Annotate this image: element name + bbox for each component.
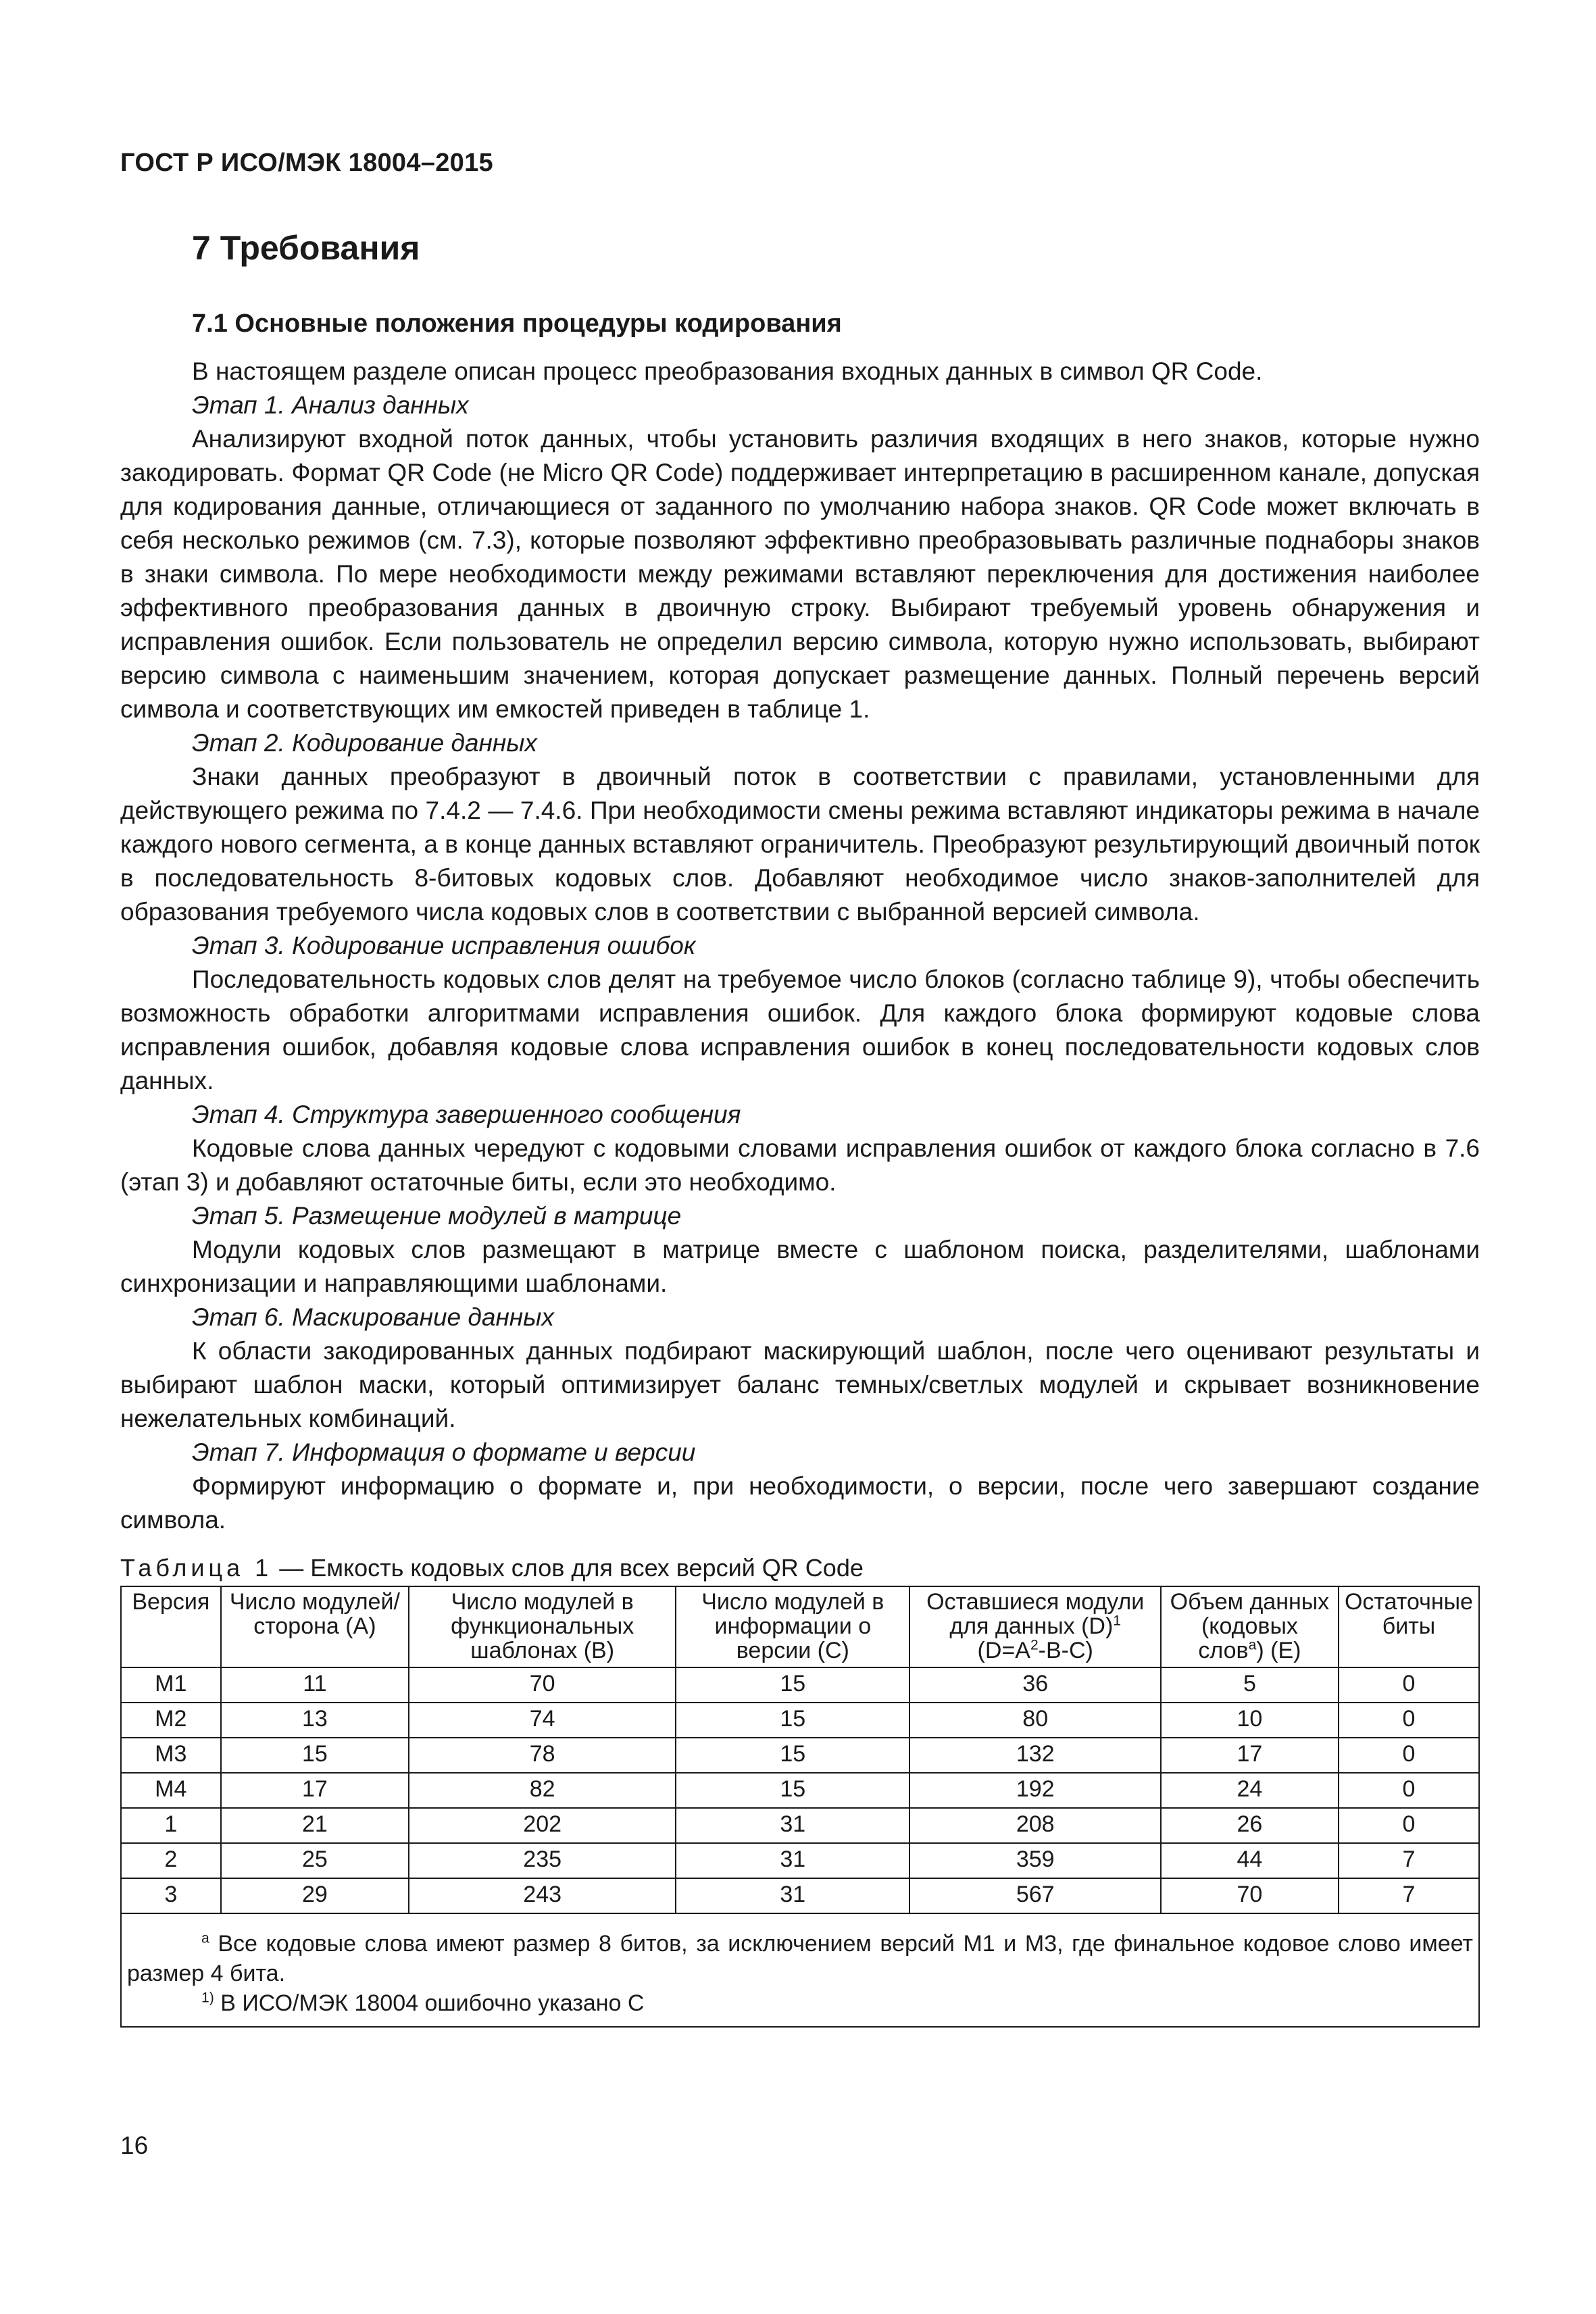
subsection-title: 7.1 Основные положения процедуры кодирования [192,309,842,338]
paragraph: Последовательность кодовых слов делят на требуемое число блоков (согласно таблице 9), чтобы обеспечить возможность обработки алгоритмами исправления ошибок. Для каждого блока формируют кодовые слова исправления ошибок, добавляя кодовые слова исправления ошибок в конец последовательности кодовых слов данных. [120,965,1480,1095]
stage-heading: Этап 6. Маскирование данных [192,1303,554,1331]
cell-remaining-data-modules: 132 [909,1738,1160,1773]
header-version-info-modules: Число модулей в информации о версии (C) [676,1586,909,1667]
cell-remaining-data-modules: 36 [909,1667,1160,1703]
header-remainder-bits: Остаточные биты [1339,1586,1479,1667]
document-header: ГОСТ Р ИСО/МЭК 18004–2015 [120,149,493,177]
cell-remaining-data-modules: 567 [909,1878,1160,1913]
cell-data-codewords: 70 [1161,1878,1339,1913]
cell-data-codewords: 5 [1161,1667,1339,1703]
cell-data-codewords: 10 [1161,1703,1339,1738]
cell-data-codewords: 44 [1161,1843,1339,1878]
cell-version: M4 [121,1773,221,1808]
page-content [120,230,1480,2028]
table-caption-label: Таблица 1 [120,1553,273,1582]
cell-function-pattern-modules: 82 [409,1773,676,1808]
cell-data-codewords: 17 [1161,1738,1339,1773]
cell-version-info-modules: 31 [676,1878,909,1913]
stage-heading: Этап 7. Информация о формате и версии [192,1438,696,1466]
cell-remainder-bits: 0 [1339,1703,1479,1738]
table-caption [120,1553,1480,1583]
cell-modules-per-side: 17 [221,1773,409,1808]
cell-remainder-bits: 0 [1339,1667,1479,1703]
table-caption-text: — Емкость кодовых слов для всех версий QR Code [272,1553,864,1582]
header-function-pattern-modules: Число модулей в функциональных шаблонах (B) [409,1586,676,1667]
cell-modules-per-side: 29 [221,1878,409,1913]
paragraph: Модули кодовых слов размещают в матрице вместе с шаблоном поиска, разделителями, шаблонами синхронизации и направляющими шаблонами. [120,1235,1480,1297]
section-title: 7 Требования [192,229,420,267]
header-data-codewords: Объем данных (кодовых слов$^a$) (E) [1161,1586,1339,1667]
cell-remaining-data-modules: 359 [909,1843,1160,1878]
capacity-table [120,1586,1480,2028]
paragraph: К области закодированных данных подбирают маскирующий шаблон, после чего оценивают результаты и выбирают шаблон маски, который оптимизирует баланс темных/светлых модулей и скрывает возникновение нежелательных комбинаций. [120,1336,1480,1432]
body-text [120,355,1480,1537]
cell-version: M1 [121,1667,221,1703]
cell-modules-per-side: 21 [221,1808,409,1843]
table-row [121,1703,1479,1738]
cell-version: 3 [121,1878,221,1913]
cell-remaining-data-modules: 80 [909,1703,1160,1738]
table-row [121,1738,1479,1773]
cell-function-pattern-modules: 235 [409,1843,676,1878]
cell-remainder-bits: 0 [1339,1738,1479,1773]
cell-version: 2 [121,1843,221,1878]
stage-heading: Этап 2. Кодирование данных [192,728,537,757]
table-body [121,1667,1479,1913]
paragraph: В настоящем разделе описан процесс преобразования входных данных в символ QR Code. [192,357,1263,385]
cell-remainder-bits: 0 [1339,1773,1479,1808]
cell-version: 1 [121,1808,221,1843]
cell-function-pattern-modules: 202 [409,1808,676,1843]
cell-version-info-modules: 31 [676,1808,909,1843]
cell-remainder-bits: 7 [1339,1843,1479,1878]
cell-remainder-bits: 7 [1339,1878,1479,1913]
stage-heading: Этап 1. Анализ данных [192,391,469,419]
stage-heading: Этап 3. Кодирование исправления ошибок [192,931,696,959]
cell-version-info-modules: 31 [676,1843,909,1878]
paragraph: Формируют информацию о формате и, при необходимости, о версии, после чего завершают создание символа. [120,1472,1480,1534]
table-header-row [121,1586,1479,1667]
table-notes-row [121,1913,1479,2027]
stage-heading: Этап 4. Структура завершенного сообщения [192,1100,741,1128]
cell-version-info-modules: 15 [676,1667,909,1703]
cell-remaining-data-modules: 208 [909,1808,1160,1843]
table-notes [121,1913,1479,2027]
cell-version: M3 [121,1738,221,1773]
table-row [121,1808,1479,1843]
cell-modules-per-side: 11 [221,1667,409,1703]
cell-version-info-modules: 15 [676,1773,909,1808]
footnote-a: $^a$ Все кодовые слова имеют размер 8 битов, за исключением версий M1 и M3, где финальное кодовое слово имеет размер 4 бита. [127,1930,1473,1986]
cell-function-pattern-modules: 74 [409,1703,676,1738]
stage-heading: Этап 5. Размещение модулей в матрице [192,1201,682,1230]
footnote-1: $^{1)}$ В ИСО/МЭК 18004 ошибочно указано С [201,1990,645,2016]
cell-remainder-bits: 0 [1339,1808,1479,1843]
header-version: Версия [121,1586,221,1667]
table-row [121,1773,1479,1808]
paragraph: Знаки данных преобразуют в двоичный поток в соответствии с правилами, установленными для действующего режима по 7.4.2 — 7.4.6. При необходимости смены режима вставляют индикаторы режима в начале каждого нового сегмента, а в конце данных вставляют ограничитель. Преобразуют результирующий двоичный поток в последовательность 8-битовых кодовых слов. Добавляют необходимое число знаков-заполнителей для образования требуемого числа кодовых слов в соответствии с выбранной версией символа. [120,762,1480,926]
paragraph: Анализируют входной поток данных, чтобы установить различия входящих в него знаков, которые нужно закодировать. Формат QR Code (не Micro QR Code) поддерживает интерпретацию в расширенном канале, допуская для кодирования данные, отличающиеся от заданного по умолчанию набора знаков. QR Code может включать в себя несколько режимов (см. 7.3), которые позволяют эффективно преобразовывать различные поднаборы знаков в знаки символа. По мере необходимости между режимами вставляют переключения для достижения наиболее эффективного преобразования данных в двоичную строку. Выбирают требуемый уровень обнаружения и исправления ошибок. Если пользователь не определил версию символа, которую нужно использовать, выбирают версию символа с наименьшим значением, которая допускает размещение данных. Полный перечень версий символа и соответствующих им емкостей приведен в таблице 1. [120,424,1480,723]
cell-function-pattern-modules: 70 [409,1667,676,1703]
cell-function-pattern-modules: 78 [409,1738,676,1773]
header-modules-per-side: Число модулей/ сторона (A) [221,1586,409,1667]
table-row [121,1878,1479,1913]
cell-function-pattern-modules: 243 [409,1878,676,1913]
header-remaining-data-modules: Оставшиеся модули для данных $(D)^1$ $(D=A^2-B-C)$ [909,1586,1160,1667]
cell-version-info-modules: 15 [676,1703,909,1738]
cell-data-codewords: 26 [1161,1808,1339,1843]
cell-version-info-modules: 15 [676,1738,909,1773]
page-number: 16 [120,2132,149,2159]
cell-data-codewords: 24 [1161,1773,1339,1808]
cell-modules-per-side: 25 [221,1843,409,1878]
cell-version: M2 [121,1703,221,1738]
cell-remaining-data-modules: 192 [909,1773,1160,1808]
cell-modules-per-side: 15 [221,1738,409,1773]
table-row [121,1667,1479,1703]
cell-modules-per-side: 13 [221,1703,409,1738]
paragraph: Кодовые слова данных чередуют с кодовыми словами исправления ошибок от каждого блока согласно в 7.6 (этап 3) и добавляют остаточные биты, если это необходимо. [120,1134,1480,1196]
table-row [121,1843,1479,1878]
